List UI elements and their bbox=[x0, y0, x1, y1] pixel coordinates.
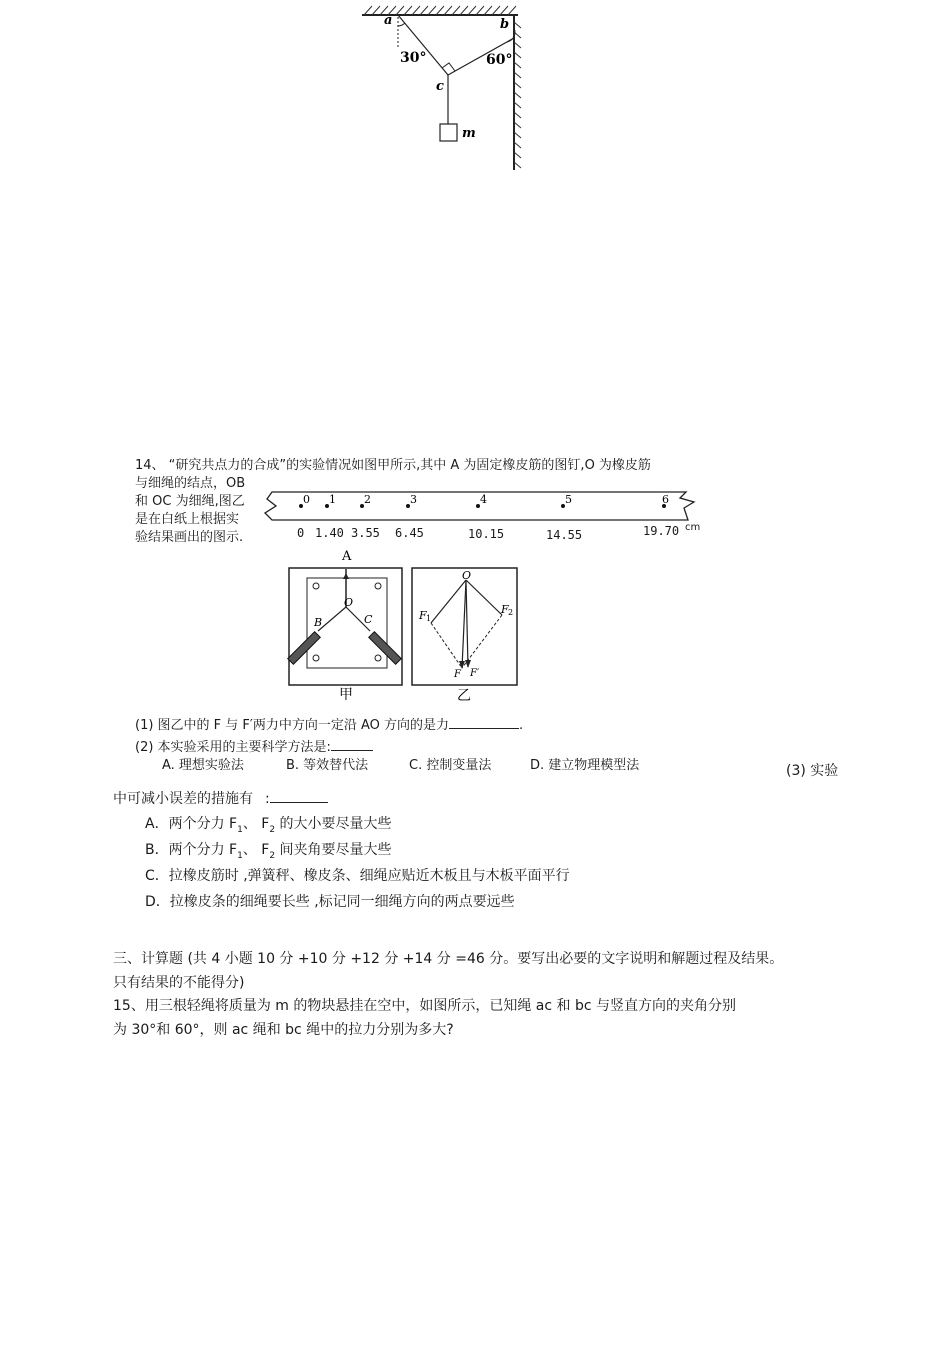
fig-yi-label-F: F bbox=[454, 669, 461, 680]
q14-choice-a-text: A．两个分力 F bbox=[145, 816, 238, 832]
q14-choice-a-end: 的大小要尽量大些 bbox=[275, 816, 392, 832]
label-c: c bbox=[436, 79, 444, 94]
tape-point-5: 5 bbox=[565, 493, 572, 506]
q14-choice-b-sub2: 2 bbox=[269, 850, 276, 861]
tape-unit: cm bbox=[685, 522, 701, 533]
tape-point-1: 1 bbox=[329, 493, 336, 506]
fig-yi-caption: 乙 bbox=[457, 688, 471, 704]
tape-point-4: 4 bbox=[480, 493, 487, 506]
section3-heading2: 只有结果的不能得分) bbox=[113, 975, 245, 991]
q14-intro-line3: 和 OC 为细绳,图乙 bbox=[135, 494, 245, 509]
mass-block bbox=[440, 124, 457, 141]
q14-choice-b bbox=[145, 841, 392, 865]
rope-ac bbox=[398, 15, 448, 75]
q14-option-a: A. 理想实验法 bbox=[162, 758, 244, 773]
fig-jia-label-A: A bbox=[342, 549, 352, 564]
fig-yi-label-O: O bbox=[462, 569, 472, 582]
tape-value-5: 14.55 bbox=[546, 528, 583, 542]
q15-line1: 15、用三根轻绳将质量为 m 的物块悬挂在空中，如图所示，已知绳 ac 和 bc 与竖直方向的夹角分别 bbox=[113, 998, 737, 1014]
tape-value-3: 6.45 bbox=[395, 526, 424, 540]
q14-choice-a-sub1: 1 bbox=[237, 824, 243, 835]
q14-choice-d: D．拉橡皮条的细绳要长些 ,标记同一细绳方向的两点要远些 bbox=[145, 894, 515, 910]
tape-value-0: 0 bbox=[297, 526, 305, 540]
q14-sub2-text: (2) 本实验采用的主要科学方法是: bbox=[135, 740, 331, 755]
q14-sub1-period: . bbox=[519, 718, 524, 733]
wall-hatch bbox=[514, 22, 521, 168]
q14-choice-a-mid: 、 F bbox=[242, 816, 270, 832]
tape-value-1: 1.40 bbox=[315, 526, 344, 540]
suspension-figure bbox=[0, 0, 950, 180]
q14-sub1-blank[interactable] bbox=[449, 714, 519, 729]
fig-yi-label-F2: F bbox=[501, 603, 509, 616]
fig-yi-label-F1: F bbox=[419, 609, 427, 622]
q14-choice-b-mid: 、 F bbox=[242, 842, 270, 858]
tape-value-2: 3.55 bbox=[351, 526, 380, 540]
fig-yi-frame bbox=[412, 568, 517, 685]
q14-sub1 bbox=[135, 714, 523, 734]
angle-60: 60° bbox=[486, 52, 513, 68]
q14-sub3-blank[interactable] bbox=[270, 788, 328, 803]
q14-sub3-head: (3) 实验 bbox=[786, 763, 839, 779]
q14-intro-line4: 是在白纸上根据实 bbox=[135, 512, 240, 527]
q14-sub3-line bbox=[113, 788, 328, 808]
q14-choice-b-end: 间夹角要尽量大些 bbox=[275, 842, 392, 858]
fig-jia-caption: 甲 bbox=[339, 687, 353, 703]
q14-intro-line1: 14、 “研究共点力的合成”的实验情况如图甲所示,其中 A 为固定橡皮筋的图钉,O 为橡皮筋 bbox=[135, 458, 651, 473]
q14-sub1-text: (1) 图乙中的 F 与 F′两力中方向一定沿 AO 方向的是力 bbox=[135, 718, 450, 733]
fig-jia-label-B: B bbox=[314, 616, 323, 629]
fig-jia-label-O: O bbox=[344, 596, 354, 609]
tape-value-4: 10.15 bbox=[468, 527, 505, 541]
q14-choice-b-text: B．两个分力 F bbox=[145, 842, 238, 858]
tape-point-3: 3 bbox=[410, 493, 417, 506]
q14-intro-line2: 与细绳的结点，OB bbox=[135, 476, 246, 491]
q15-line2: 为 30°和 60°，则 ac 绳和 bc 绳中的拉力分别为多大? bbox=[113, 1022, 454, 1038]
tape-point-6: 6 bbox=[662, 493, 669, 506]
tape-value-6: 19.70 bbox=[643, 524, 680, 538]
label-b: b bbox=[500, 17, 510, 32]
tape-point-0: 0 bbox=[303, 493, 310, 506]
q14-intro-line5: 验结果画出的图示. bbox=[135, 530, 244, 545]
q14-option-d: D. 建立物理模型法 bbox=[530, 758, 640, 773]
q14-sub2-blank[interactable] bbox=[331, 736, 373, 751]
tape-point-2: 2 bbox=[364, 493, 371, 506]
fig-yi-sub1: 1 bbox=[426, 614, 432, 623]
section3-heading: 三、计算题 (共 4 小题 10 分 +10 分 +12 分 +14 分 =46 分。要写出必要的文字说明和解题过程及结果。 bbox=[113, 951, 784, 967]
label-a: a bbox=[384, 13, 393, 28]
q14-choice-a bbox=[145, 815, 392, 839]
fig-yi-sub2: 2 bbox=[508, 608, 514, 617]
q14-choice-c: C．拉橡皮筋时 ,弹簧秤、橡皮条、细绳应贴近木板且与木板平面平行 bbox=[145, 868, 570, 884]
fig-yi-label-Fprime: F′ bbox=[470, 668, 480, 679]
q14-sub2 bbox=[135, 736, 373, 756]
q14-option-b: B. 等效替代法 bbox=[286, 758, 369, 773]
q14-choice-a-sub2: 2 bbox=[269, 824, 276, 835]
angle-30: 30° bbox=[400, 50, 427, 66]
label-m: m bbox=[462, 126, 476, 141]
experiment-figures bbox=[0, 545, 950, 705]
fig-jia-label-C: C bbox=[364, 613, 373, 626]
q14-sub3-colon: : bbox=[265, 791, 270, 807]
q14-choice-b-sub1: 1 bbox=[237, 850, 243, 861]
angle-arc-a bbox=[398, 23, 405, 26]
q14-option-c: C. 控制变量法 bbox=[409, 758, 492, 773]
q14-sub3-text: 中可减小误差的措施有 bbox=[113, 791, 253, 807]
